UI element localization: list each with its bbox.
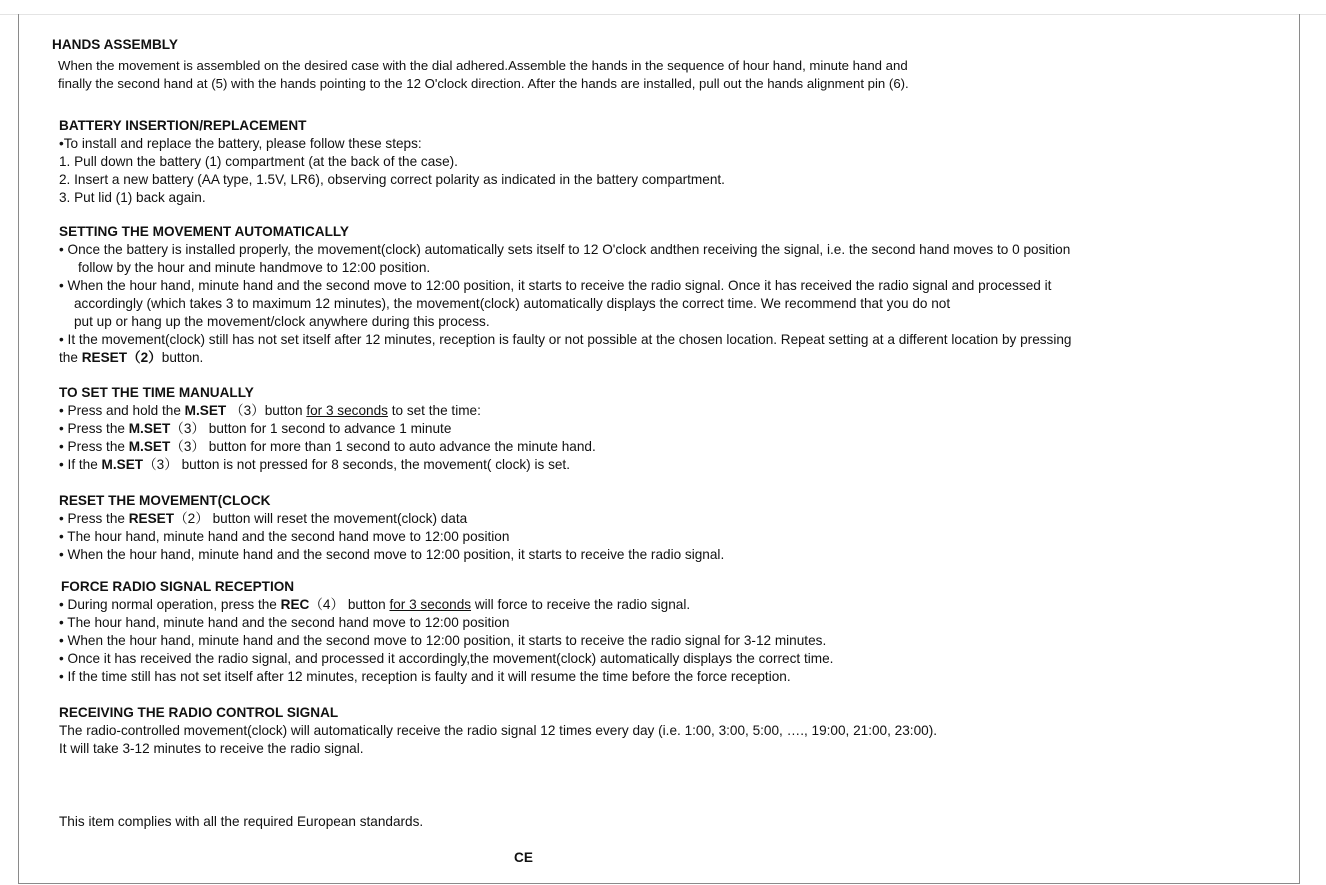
section-heading-hands-assembly: HANDS ASSEMBLY [52,37,178,52]
reset-bullet: • The hour hand, minute hand and the second hand move to 12:00 position [59,529,510,544]
section-heading-reset: RESET THE MOVEMENT(CLOCK [59,493,271,508]
compliance-statement: This item complies with all the required European standards. [59,814,424,829]
battery-step: 1. Pull down the battery (1) compartment (at the back of the case). [59,154,458,169]
section-heading-force-reception: FORCE RADIO SIGNAL RECEPTION [61,579,295,594]
force-bullet: • During normal operation, press the REC（4） button for 3 seconds will force to receive the radio signal. [59,597,691,612]
battery-step: 3. Put lid (1) back again. [59,190,206,205]
receiving-text-line-1: The radio-controlled movement(clock) will automatically receive the radio signal 12 times every day (i.e. 1:00, 3:00, 5:00, …., 19:00, 21:00, 23:00). [59,723,937,738]
hands-assembly-text-line-2: finally the second hand at (5) with the hands pointing to the 12 O'clock direction. After the hands are installed, pull out the hands alignment pin (6). [58,76,909,91]
reset-button-ref: RESET [81,350,128,365]
auto-setting-bullet-1-cont: follow by the hour and minute handmove to 12:00 position. [78,260,431,275]
section-heading-battery: BATTERY INSERTION/REPLACEMENT [59,118,307,133]
auto-setting-bullet-3: • It the movement(clock) still has not set itself after 12 minutes, reception is faulty or not possible at the chosen location. Repeat setting at a different location by pressing [59,332,1072,347]
section-heading-manual: TO SET THE TIME MANUALLY [59,385,254,400]
reset-bullet: • Press the RESET（2） button will reset the movement(clock) data [59,511,468,526]
force-bullet: • When the hour hand, minute hand and the second move to 12:00 position, it starts to receive the radio signal for 3-12 minutes. [59,633,827,648]
force-bullet: • If the time still has not set itself after 12 minutes, reception is faulty and it will resume the time before the force reception. [59,669,791,684]
force-bullet: • The hour hand, minute hand and the second hand move to 12:00 position [59,615,510,630]
auto-setting-bullet-2: • When the hour hand, minute hand and the second move to 12:00 position, it starts to receive the radio signal. Once it has received the radio signal and processed it [59,278,1052,293]
manual-bullet: • Press the M.SET（3） button for 1 second to advance 1 minute [59,421,452,436]
reset-bullet: • When the hour hand, minute hand and the second move to 12:00 position, it starts to receive the radio signal. [59,547,725,562]
auto-setting-bullet-2-cont: put up or hang up the movement/clock anywhere during this process. [74,314,490,329]
section-heading-receiving: RECEIVING THE RADIO CONTROL SIGNAL [59,705,339,720]
manual-bullet: • Press the M.SET（3） button for more than 1 second to auto advance the minute hand. [59,439,596,454]
battery-intro: •To install and replace the battery, please follow these steps: [59,136,422,151]
auto-setting-bullet-3-cont: the RESET（2）button. [59,350,204,365]
force-bullet: • Once it has received the radio signal, and processed it accordingly,the movement(clock) automatically displays the correct time. [59,651,834,666]
auto-setting-bullet-2-cont: accordingly (which takes 3 to maximum 12 minutes), the movement(clock) automatically displays the correct time. We recommend that you do not [74,296,951,311]
auto-setting-bullet-1: • Once the battery is installed properly, the movement(clock) automatically sets itself to 12 O'clock andthen receiving the signal, i.e. the second hand moves to 0 position [59,242,1071,257]
ce-mark: CE [514,850,533,865]
manual-bullet: • Press and hold the M.SET （3）button for 3 seconds to set the time: [59,403,481,418]
section-heading-auto-setting: SETTING THE MOVEMENT AUTOMATICALLY [59,224,350,239]
manual-bullet: • If the M.SET（3） button is not pressed for 8 seconds, the movement( clock) is set. [59,457,570,472]
hands-assembly-text-line-1: When the movement is assembled on the desired case with the dial adhered.Assemble the hands in the sequence of hour hand, minute hand and [58,58,908,73]
battery-step: 2. Insert a new battery (AA type, 1.5V, LR6), observing correct polarity as indicated in the battery compartment. [59,172,725,187]
receiving-text-line-2: It will take 3-12 minutes to receive the radio signal. [59,741,364,756]
